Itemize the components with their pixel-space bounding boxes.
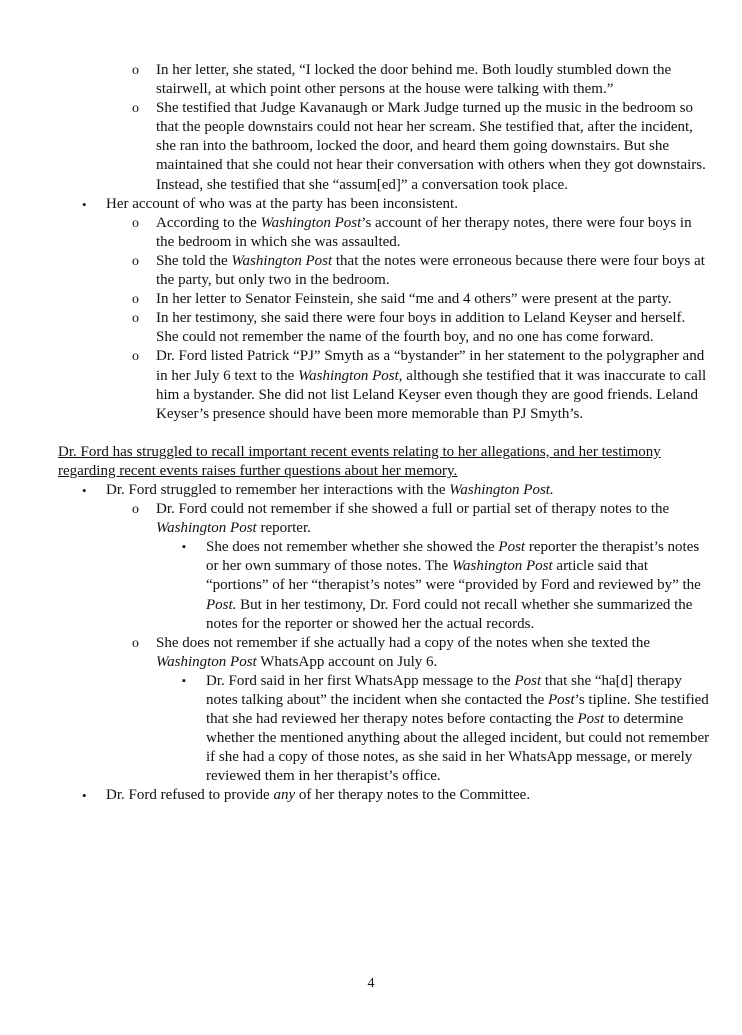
- circle-bullet-icon: o: [132, 635, 139, 651]
- list-item: • Dr. Ford refused to provide any of her therapy notes to the Committee.: [58, 786, 710, 805]
- list-item: o She testified that Judge Kavanaugh or Mark Judge turned up the music in the bedroom so that the people downstairs could not hear her scream. She testified that, after the incident, she ran into the bathroom, locked the door, and heard them going downstairs. But she maintained that she could not hear their conversation with others when they got downstairs. Instead, she testified that she “assum[ed]” a conversation took place.: [132, 100, 706, 193]
- circle-bullet-icon: o: [132, 253, 139, 269]
- page-content: [58, 61, 710, 806]
- circle-bullet-icon: o: [132, 292, 139, 308]
- page-number: 4: [367, 976, 375, 991]
- list-item: o In her testimony, she said there were four boys in addition to Leland Keyser and herself. She could not remember the name of the fourth boy, and no one has come forward.: [132, 310, 686, 346]
- circle-bullet-icon: o: [132, 215, 139, 231]
- list-item: o She does not remember if she actually had a copy of the notes when she texted the Washington Post WhatsApp account on July 6.: [132, 634, 651, 670]
- list-item: o Dr. Ford listed Patrick “PJ” Smyth as a “bystander” in her statement to the polygrapher and in her July 6 text to the Washington Post, although she testified that it was inaccurate to call him a bystander. She did not list Leland Keyser even though they are good friends. Leland Keyser’s presence should have been more memorable than PJ Smyth’s.: [132, 348, 707, 422]
- disc-bullet-icon: •: [82, 196, 87, 212]
- disc-bullet-icon: •: [82, 788, 87, 804]
- list-item: o According to the Washington Post’s account of her therapy notes, there were four boys in the bedroom in which she was assaulted.: [132, 214, 692, 250]
- circle-bullet-icon: o: [132, 101, 139, 117]
- list-item: o In her letter, she stated, “I locked the door behind me. Both loudly stumbled down the stairwell, at which point other persons at the house were talking with them.”: [132, 62, 672, 98]
- list-item: o In her letter to Senator Feinstein, she said “me and 4 others” were present at the party.: [58, 290, 710, 309]
- disc-bullet-icon: •: [82, 482, 87, 498]
- square-bullet-icon: ▪: [182, 674, 186, 687]
- circle-bullet-icon: o: [132, 311, 139, 327]
- circle-bullet-icon: o: [132, 502, 139, 518]
- list-item: o Dr. Ford could not remember if she showed a full or partial set of therapy notes to the Washington Post reporter.: [132, 501, 670, 537]
- list-item: ▪ She does not remember whether she showed the Post reporter the therapist’s notes or her own summary of those notes. The Washington Post article said that “portions” of her “therapist’s notes” were “provided by Ford and reviewed by” the Post. But in her testimony, Dr. Ford could not recall whether she summarized the notes for the reporter or showed her the actual records.: [182, 539, 701, 632]
- square-bullet-icon: ▪: [182, 541, 186, 554]
- section-heading: Dr. Ford has struggled to recall important recent events relating to her allegations, and her testimony regarding recent events raises further questions about her memory.: [58, 443, 661, 479]
- list-item: o She told the Washington Post that the notes were erroneous because there were four boys at the party, but only two in the bedroom.: [132, 252, 705, 289]
- list-item: ▪ Dr. Ford said in her first WhatsApp message to the Post that she “ha[d] therapy notes talking about” the incident when she contacted the Post’s tipline. She testified that she had reviewed her therapy notes before contacting the Post to determine whether the mentioned anything about the alleged incident, but could not remember if she had a copy of those notes, as she said in her WhatsApp message, or merely reviewed them in her therapist’s office.: [182, 672, 710, 785]
- list-item: • Her account of who was at the party has been inconsistent.: [58, 195, 710, 214]
- circle-bullet-icon: o: [132, 63, 139, 78]
- list-item: • Dr. Ford struggled to remember her interactions with the Washington Post.: [58, 481, 710, 500]
- circle-bullet-icon: o: [132, 349, 139, 365]
